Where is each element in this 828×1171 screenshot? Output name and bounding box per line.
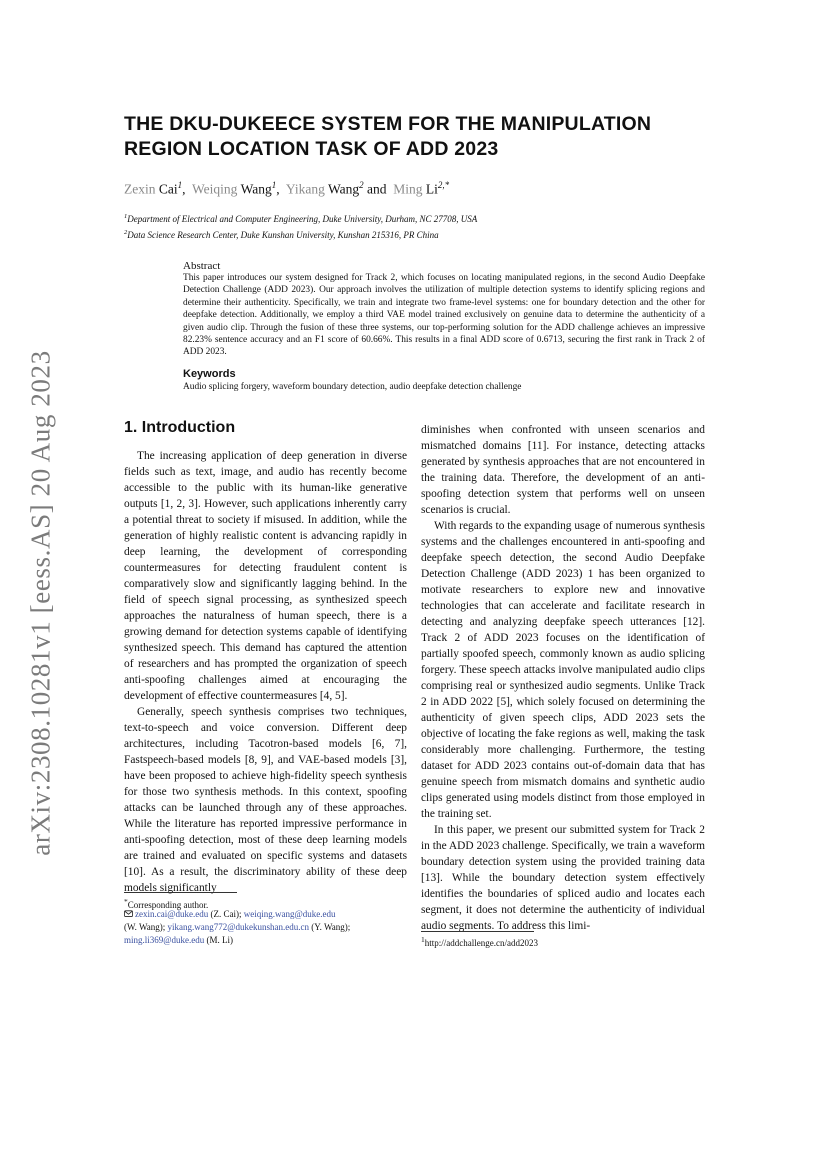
footnote-author-ref: (Y. Wang); xyxy=(311,922,351,932)
body-paragraph: diminishes when confronted with unseen scenarios and mismatched domains [11]. For instance, detecting attacks generated by synthesis approaches that are not encountered in the training data. Therefore, the development of an anti-spoofing detection system that performs well on unseen scenarios is crucial. xyxy=(421,424,705,516)
abstract-heading: Abstract xyxy=(183,260,221,272)
footnote-emails-line-1 xyxy=(124,908,336,921)
footnote-label: Corresponding author. xyxy=(127,900,209,910)
author-separator: , xyxy=(182,181,186,197)
author-first-name: Yikang xyxy=(285,181,325,197)
email-link[interactable]: ming.li369@duke.edu xyxy=(124,935,205,945)
footnote-emails-line-2 xyxy=(124,921,350,934)
email-link[interactable]: yikang.wang772@dukekunshan.edu.cn xyxy=(167,922,310,932)
author-first-name: Ming xyxy=(393,181,423,197)
author-affiliation-mark: 2 xyxy=(359,180,364,190)
affiliation-number: 2 xyxy=(124,229,128,236)
body-column-left xyxy=(124,448,407,896)
footnote-marker: * xyxy=(124,897,128,906)
footnote-author-ref: (W. Wang); xyxy=(124,922,166,932)
keywords-body: Audio splicing forgery, waveform boundary detection, audio deepfake detection challenge xyxy=(183,382,522,392)
footnote-author-ref: (M. Li) xyxy=(206,935,234,945)
affiliation-text: Data Science Research Center, Duke Kunshan University, Kunshan 215316, PR China xyxy=(127,230,439,240)
author-last-name: Wang xyxy=(327,181,360,197)
affiliation-number: 1 xyxy=(124,213,128,220)
footnote-author-ref: (Z. Cai); xyxy=(210,909,242,919)
arxiv-stamp xyxy=(24,343,58,863)
author-last-name: Cai xyxy=(158,181,178,197)
footnote-url-text[interactable]: http://addchallenge.cn/add2023 xyxy=(424,938,538,948)
affiliation-text: Department of Electrical and Computer Engineering, Duke University, Durham, NC 27708, USA xyxy=(127,214,478,224)
affiliation-1 xyxy=(124,211,477,225)
arxiv-stamp-text: arXiv:2308.10281v1 [eess.AS] 20 Aug 2023 xyxy=(25,350,56,856)
body-paragraph: In this paper, we present our submitted system for Track 2 in the ADD 2023 challenge. Specifically, we train a waveform boundary detection system using the provided training data [13]. While the boundary detection system effectively identifies the boundaries of spliced audio and locates each segment, it does not determine the authenticity of individual audio segments. To address this limi- xyxy=(421,824,705,932)
author-list xyxy=(124,176,449,199)
author-affiliation-mark: 1 xyxy=(177,180,183,190)
footnote-rule xyxy=(124,892,237,893)
footnote-emails-line-3 xyxy=(124,934,233,947)
affiliation-2 xyxy=(124,227,439,241)
author-and: and xyxy=(367,181,387,197)
abstract-body: This paper introduces our system designed for Track 2, which focuses on locating manipulated regions, in the second Audio Deepfake Detection Challenge (ADD 2023). Our approach involves the utilization of multiple detection systems to identify splicing regions and determine their authenticity. Specifically, we train and integrate two frame-level systems: one for boundary detection and the other for deepfake detection. Additionally, we employ a third VAE model trained exclusively on genuine data to determine the authenticity of a given audio clip. Through the fusion of these three systems, our top-performing solution for the ADD challenge achieves an impressive 82.23% sentence accuracy and an F1 score of 60.66%. This results in a final ADD score of 0.6713, securing the first rank in Track 2 of ADD 2023. xyxy=(183,273,705,358)
author-last-name: Wang xyxy=(240,181,272,197)
footnote-number: 1 xyxy=(421,935,425,944)
author-last-name: Li xyxy=(425,181,438,197)
keywords-heading: Keywords xyxy=(183,368,236,380)
paper-title: THE DKU-DUKEECE SYSTEM FOR THE MANIPULATION REGION LOCATION TASK OF ADD 2023 xyxy=(124,113,652,160)
author-first-name: Zexin xyxy=(124,181,156,197)
author-affiliation-mark: 1 xyxy=(271,180,277,190)
body-paragraph: The increasing application of deep generation in diverse fields such as text, image, and audio has recently become accessible to the public with its human-like generative outputs [1, 2, 3]. However, such applications inherently carry a potential threat to society if misused. In addition, while the generation of highly realistic content is advancing rapidly in deep learning, the development of corresponding countermeasures for detecting fraudulent content is comparatively slow and significantly lagging behind. In the field of speech signal processing, as synthesized speech approaches the naturalness of human speech, there is a growing demand for detection systems capable of identifying synthesized speech. This demand has captured the attention of researchers and has prompted the organization of speech anti-spoofing challenges aimed at encouraging the development of effective countermeasures [4, 5]. xyxy=(124,450,407,702)
body-paragraph: With regards to the expanding usage of numerous synthesis systems and the challenges encountered in anti-spoofing and deepfake speech detection, the second Audio Deepfake Detection Challenge (ADD 2023) 1 has been organized to motivate researchers to explore new and innovative technologies that can accelerate and facilitate research in detecting and analyzing deepfake speech utterances [12]. Track 2 of ADD 2023 focuses on the identification of partially spoofed speech, commonly known as audio splicing forgery. These speech attacks involve manipulated audio clips comprising real or synthesized audio segments. Unlike Track 2 in ADD 2022 [5], which solely focused on determining the authenticity of given speech clips, ADD 2023 sets the objective of locating the fake regions as well, making the task considerably more challenging. Furthermore, the testing dataset for ADD 2023 contains out-of-domain data that has genuine speech from mismatch domains and synthetic audio clips generated using models distinct from those employed in the training set. xyxy=(421,520,705,820)
email-link[interactable]: zexin.cai@duke.edu xyxy=(135,909,209,919)
body-paragraph: Generally, speech synthesis comprises two techniques, text-to-speech and voice conversion. Different deep architectures, including Tacotron-based models [6, 7], Fastspeech-based models [8, 9], and VAE-based models [3], have been proposed to achieve high-fidelity speech synthesis for those two synthesis methods. In this context, spoofing attacks can be launched through any of these approaches. While the literature has reported impressive performance in anti-spoofing detection, most of these deep learning models are trained and evaluated on specific systems and datasets [10]. As a result, the discriminatory ability of these deep models significantly xyxy=(124,706,407,894)
section-heading-introduction: 1. Introduction xyxy=(124,419,236,436)
footnote-rule xyxy=(421,931,534,932)
author-affiliation-mark: 2,* xyxy=(437,180,450,190)
body-column-right xyxy=(421,422,705,934)
email-link[interactable]: weiqing.wang@duke.edu xyxy=(243,909,336,919)
envelope-icon xyxy=(124,909,133,918)
footnote-url xyxy=(421,934,538,950)
author-separator: , xyxy=(276,181,280,197)
author-first-name: Weiqing xyxy=(192,181,238,197)
